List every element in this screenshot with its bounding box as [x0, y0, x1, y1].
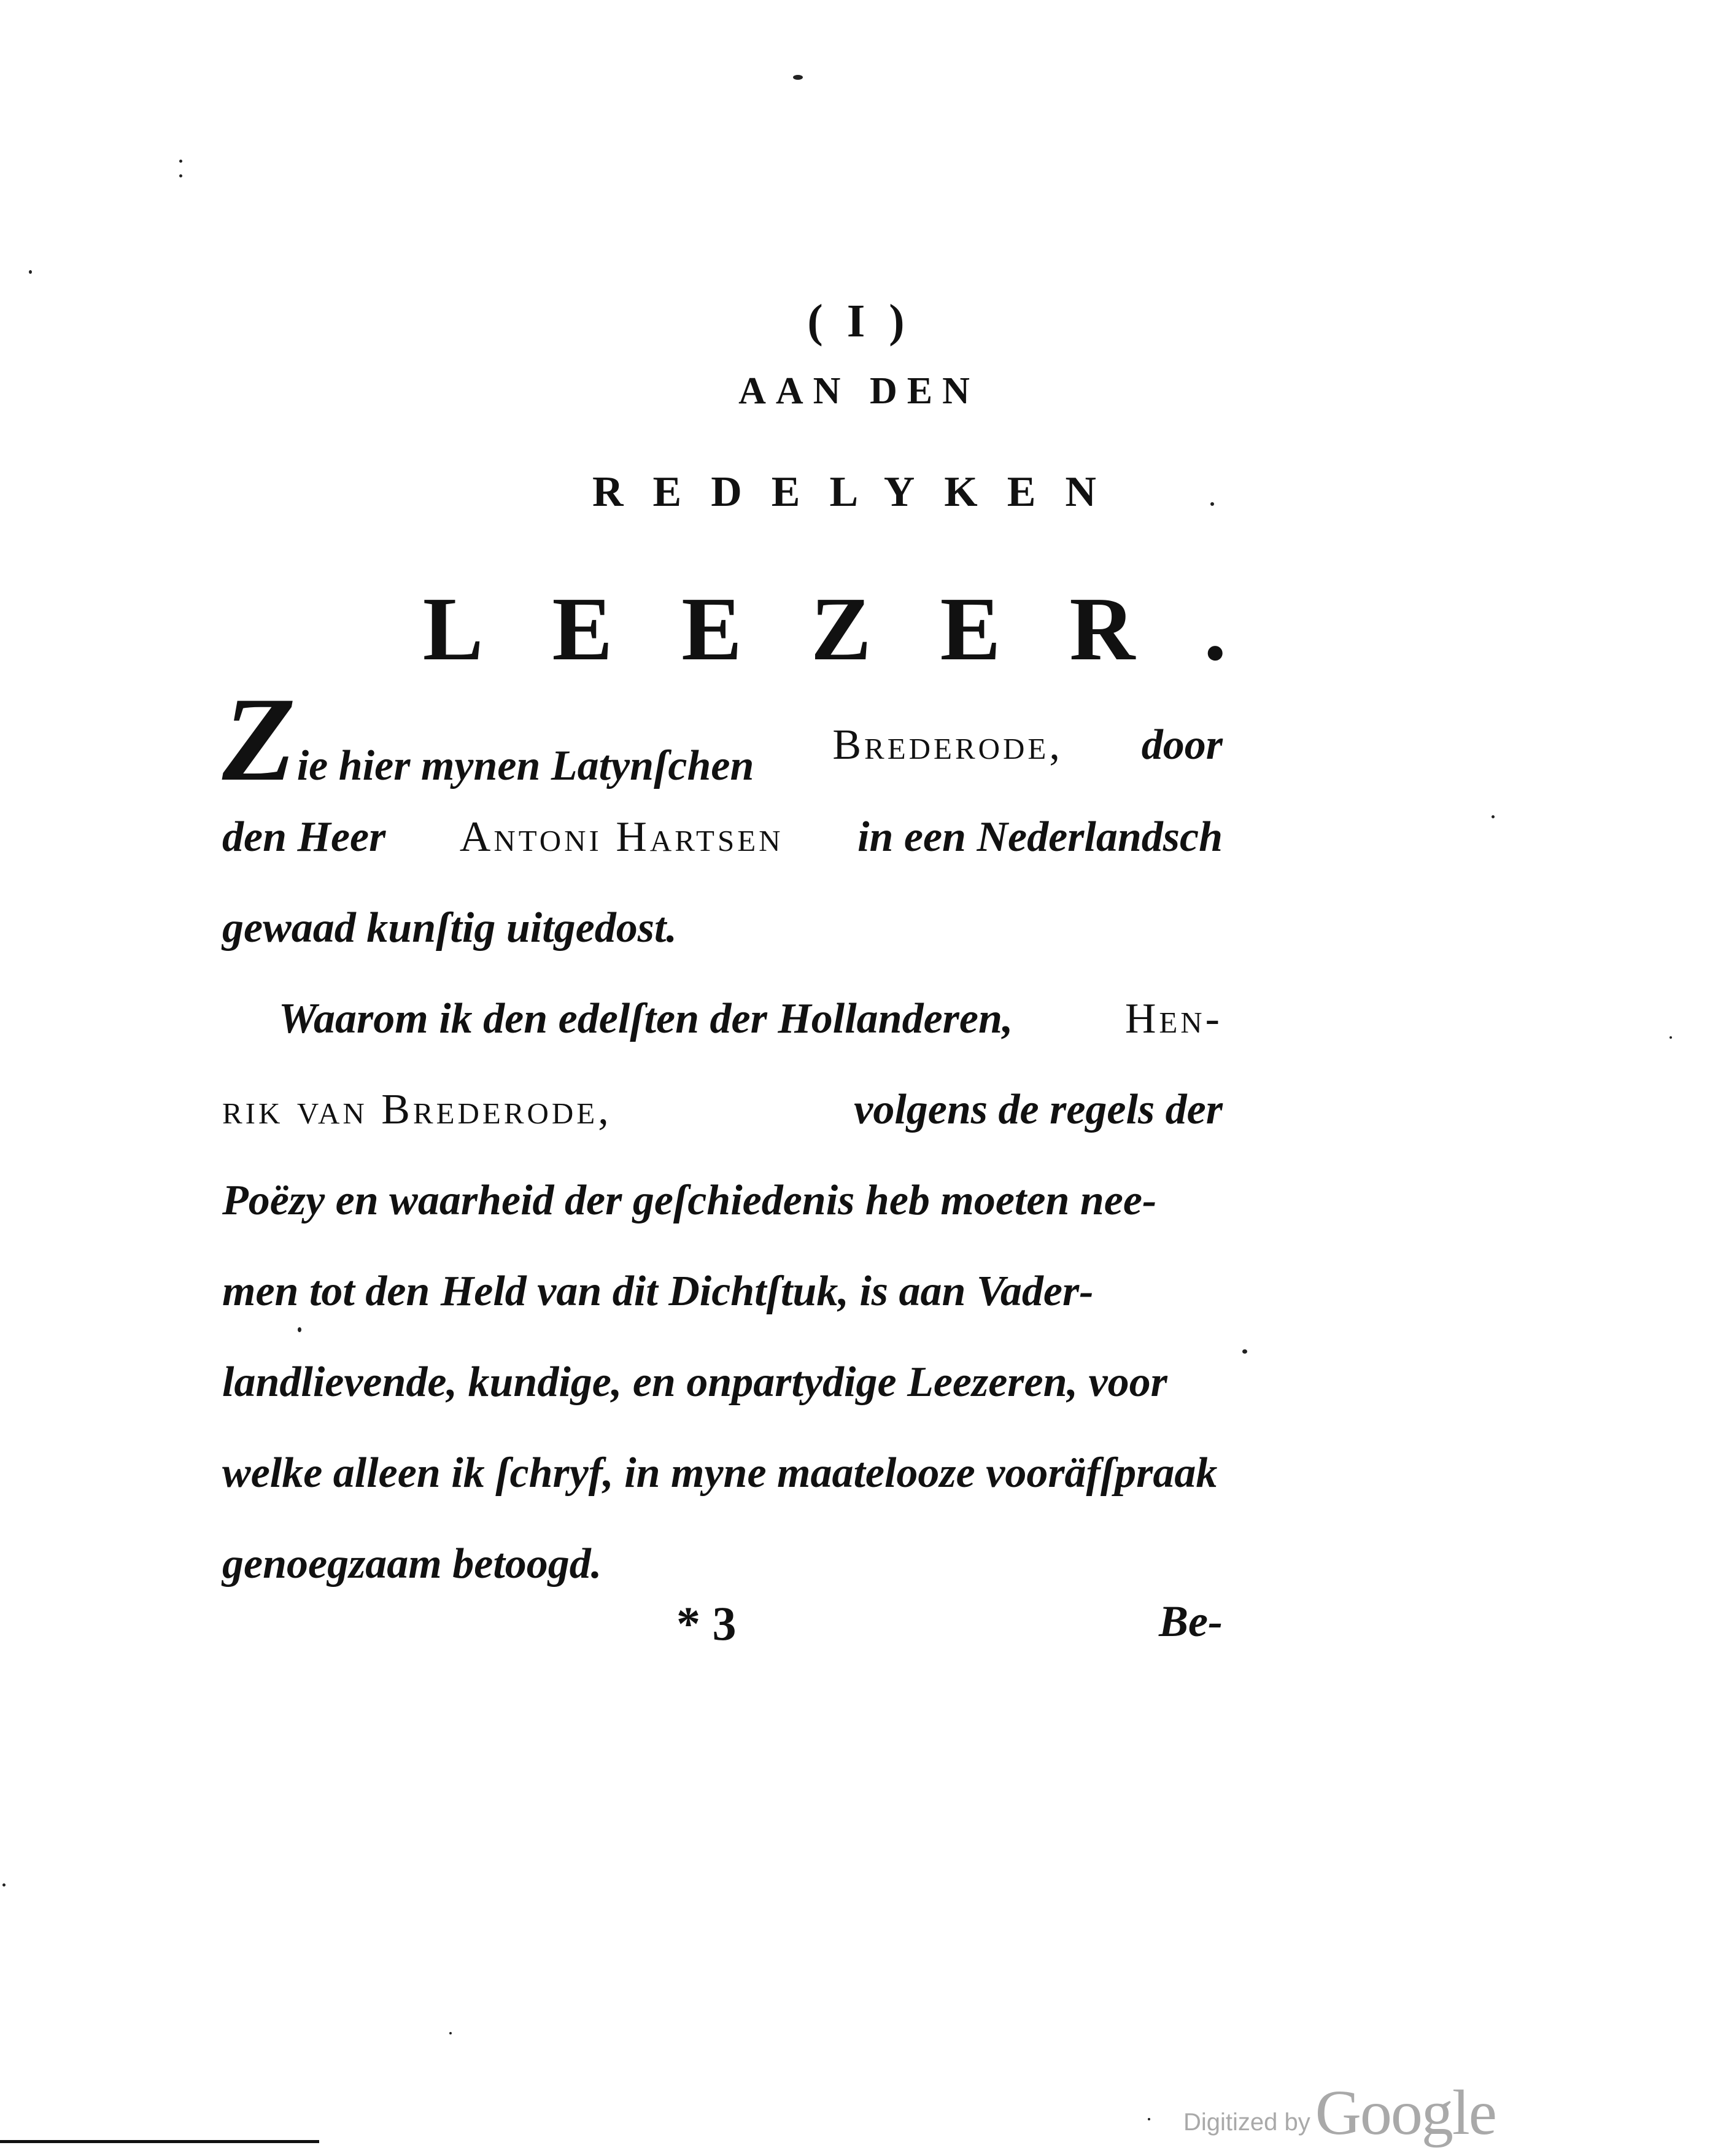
signature-mark: * 3 — [676, 1597, 737, 1650]
text-segment: gewaad kunſtig uitgedost. — [222, 904, 677, 952]
ink-speck — [1670, 1036, 1672, 1039]
ink-speck — [179, 160, 182, 163]
page-footer — [222, 1596, 1223, 1670]
text-segment: welke alleen ik ſchryf, in myne maatelooze vooräfſpraak — [222, 1449, 1218, 1497]
text-segment: volgens de regels der — [854, 1086, 1223, 1133]
ink-speck — [793, 75, 803, 80]
ink-speck — [29, 270, 32, 274]
name-hen: Hen- — [1124, 995, 1223, 1042]
heading-leezer: LEEZER. — [422, 579, 1296, 680]
drop-cap: Z — [222, 673, 296, 806]
text-segment: genoegzaam betoogd. — [222, 1540, 602, 1588]
text-line-1 — [222, 673, 1223, 806]
heading-redelyken: REDELYKEN — [592, 468, 1126, 516]
watermark-brand: Google — [1315, 2077, 1496, 2148]
text-segment: door — [1141, 721, 1223, 769]
name-henrik-van-brederode: rik van Brederode, — [222, 1086, 612, 1133]
text-segment: in een Nederlandsch — [857, 813, 1223, 861]
text-line-7 — [222, 1246, 1223, 1337]
ink-speck — [298, 1327, 301, 1332]
ink-speck — [1210, 502, 1214, 506]
text-segment: Waarom ik den edelſten der Hollanderen, — [279, 995, 1013, 1042]
name-antoni-hartsen: Antoni Hartsen — [459, 813, 784, 861]
ink-speck — [1242, 1349, 1247, 1354]
ink-speck — [179, 174, 182, 177]
name-brederode: Brederode, — [832, 721, 1063, 769]
text-segment: ie hier mynen Latynſchen — [296, 742, 754, 789]
text-segment: men tot den Held van dit Dichtſtuk, is aan Vader- — [222, 1268, 1094, 1315]
google-watermark — [1183, 2076, 1496, 2149]
ink-speck — [449, 2032, 452, 2034]
text-line-6 — [222, 1155, 1223, 1246]
text-segment: Poëzy en waarheid der geſchiedenis heb moeten nee- — [222, 1177, 1157, 1224]
scan-edge-line — [0, 2140, 319, 2143]
text-line-5 — [222, 1064, 1223, 1155]
ink-speck — [1148, 2118, 1150, 2120]
ink-speck — [1492, 815, 1495, 818]
text-line-3 — [222, 883, 1223, 974]
watermark-prefix: Digitized by — [1183, 2109, 1310, 2136]
page-number: ( I ) — [807, 295, 911, 347]
text-line-8 — [222, 1337, 1223, 1428]
ink-speck — [2, 1883, 6, 1886]
text-segment: den Heer — [222, 813, 386, 861]
body-text — [222, 673, 1223, 1610]
catchword: Be- — [1159, 1597, 1223, 1646]
text-line-4 — [222, 974, 1223, 1064]
heading-aan-den: AAN DEN — [738, 370, 980, 412]
text-segment: landlievende, kundige, en onpartydige Leezeren, voor — [222, 1359, 1167, 1406]
text-line-9 — [222, 1428, 1223, 1519]
